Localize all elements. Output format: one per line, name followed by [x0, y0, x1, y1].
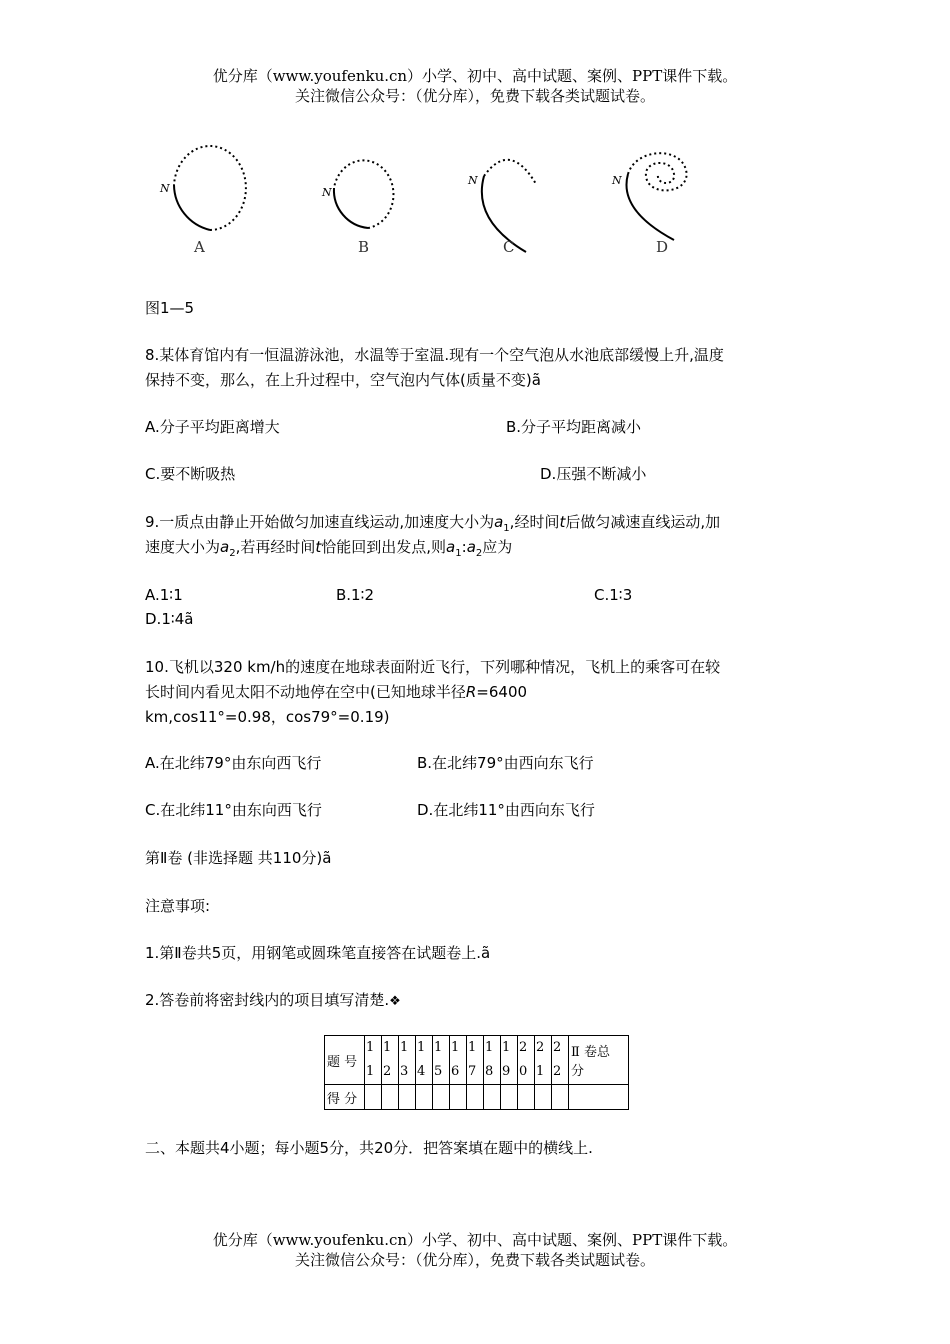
point-n-b: N	[322, 186, 332, 199]
q8-line-1: 8.某体育馆内有一恒温游泳池，水温等于室温.现有一个空气泡从水池底部缓慢上升,温度	[145, 346, 724, 364]
col-bottom: 8	[485, 1064, 494, 1079]
q9-ratio-sub-1: 1	[455, 548, 462, 559]
q10-line-2	[145, 680, 527, 704]
section-2-note-2-text: 2.答卷前将密封线内的项目填写清楚.	[145, 991, 390, 1009]
trajectory-c	[467, 160, 536, 252]
point-n-a: N	[160, 182, 170, 195]
q10-line-2-text-a: 长时间内看见太阳不动地停在空中(已知地球半径	[145, 683, 466, 701]
q9-ratio-colon: :	[461, 538, 467, 556]
q9-ratio-a1: a	[446, 538, 456, 556]
q9-line-1-text-b: ,经时间	[509, 513, 560, 531]
figure-caption: 图1—5	[145, 299, 195, 317]
col-top: 1	[502, 1040, 511, 1055]
q10-option-b: B.在北纬79°由西向东飞行	[417, 754, 594, 772]
score-cell[interactable]	[416, 1085, 433, 1110]
figure-trajectories	[150, 140, 710, 265]
q9-option-b: B.1∶2	[336, 586, 375, 604]
site-header-line-2: 关注微信公众号：（优分库），免费下载各类试题试卷。	[294, 87, 655, 105]
score-cell[interactable]	[518, 1085, 535, 1110]
q9-sub-2: 2	[229, 548, 236, 559]
q9-line-2-text-a: 速度大小为	[145, 538, 221, 556]
score-cell[interactable]	[382, 1085, 399, 1110]
site-footer-line-2: 关注微信公众号：（优分库），免费下载各类试题试卷。	[294, 1251, 655, 1269]
q10-line-2-text-b: =6400	[476, 683, 528, 701]
q9-option-d: D.1∶4ã	[145, 610, 194, 628]
q9-ratio-sub-2: 2	[475, 548, 483, 559]
col-top: 1	[383, 1040, 392, 1055]
score-table-label-score: 得 分	[325, 1085, 365, 1110]
section-2-note-1: 1.第Ⅱ卷共5页，用钢笔或圆珠笔直接答在试题卷上.ã	[145, 944, 491, 962]
point-n-c: N	[468, 174, 478, 187]
col-top: 1	[366, 1040, 375, 1055]
section-2-title: 第Ⅱ卷 (非选择题 共110分)ã	[145, 849, 332, 867]
q10-option-c: C.在北纬11°由东向西飞行	[145, 801, 322, 819]
col-bottom: 4	[417, 1064, 426, 1079]
col-top: 1	[485, 1040, 494, 1055]
score-table-col-19	[501, 1036, 518, 1085]
site-footer-line-1: 优分库（www.youfenku.cn）小学、初中、高中试题、案例、PPT课件下载。	[212, 1231, 738, 1249]
score-table-col-13	[399, 1036, 416, 1085]
q8-option-d: D.压强不断减小	[540, 465, 647, 483]
score-table-col-20	[518, 1036, 535, 1085]
col-bottom: 6	[451, 1064, 460, 1079]
q10-line-1: 10.飞机以320 km/h的速度在地球表面附近飞行，下列哪种情况，飞机上的乘客可在较	[145, 658, 721, 676]
col-bottom: 9	[502, 1064, 511, 1079]
score-table-label-question-no: 题 号	[325, 1036, 365, 1085]
trajectory-a	[159, 146, 246, 230]
q10-option-d: D.在北纬11°由西向东飞行	[417, 801, 595, 819]
q9-sub-1: 1	[503, 523, 510, 534]
q9-var-a1: a	[494, 513, 504, 531]
score-cell[interactable]	[484, 1085, 501, 1110]
q9-line-2-text-d: 应为	[482, 538, 513, 556]
figure-label-a: A	[194, 238, 205, 256]
q9-var-t1: t	[559, 513, 566, 531]
col-bottom: 2	[383, 1064, 392, 1079]
col-top: 2	[553, 1040, 562, 1055]
q9-var-a2: a	[220, 538, 230, 556]
score-cell[interactable]	[450, 1085, 467, 1110]
part-2-intro: 二、本题共4小题；每小题5分，共20分．把答案填在题中的横线上.	[145, 1139, 593, 1157]
figure-label-b: B	[358, 238, 370, 256]
score-table-col-15	[433, 1036, 450, 1085]
q9-ratio-a2: a	[466, 538, 476, 556]
section-2-notice: 注意事项:	[145, 897, 211, 915]
q10-var-r: R	[465, 683, 477, 701]
score-cell-total[interactable]	[569, 1085, 629, 1110]
score-cell[interactable]	[552, 1085, 569, 1110]
score-table-col-total	[569, 1036, 629, 1085]
score-cell[interactable]	[535, 1085, 552, 1110]
q9-line-2-text-c: 恰能回到出发点,则	[321, 538, 447, 556]
q10-line-3: km,cos11°=0.98，cos79°=0.19)	[145, 708, 390, 726]
col-top: 1	[451, 1040, 460, 1055]
section-2-note-2	[145, 988, 401, 1014]
q9-line-2	[145, 535, 512, 566]
trajectory-b	[321, 160, 393, 228]
trajectory-diagram	[150, 140, 710, 265]
figure-label-c: C	[503, 238, 515, 256]
q9-option-a: A.1∶1	[145, 586, 183, 604]
score-table-col-16	[450, 1036, 467, 1085]
col-bottom: 5	[434, 1064, 443, 1079]
score-table-col-21	[535, 1036, 552, 1085]
col-top: 1	[468, 1040, 477, 1055]
col-bottom: 3	[400, 1064, 409, 1079]
trajectory-d	[611, 153, 687, 240]
q9-line-1-text-a: 9.一质点由静止开始做匀加速直线运动,加速度大小为	[145, 513, 495, 531]
q8-line-2: 保持不变，那么，在上升过程中，空气泡内气体(质量不变)ã	[145, 371, 541, 389]
score-table-col-18	[484, 1036, 501, 1085]
col-bottom: 1	[366, 1064, 375, 1079]
col-top: 2	[519, 1040, 528, 1055]
score-table-col-11	[365, 1036, 382, 1085]
score-cell[interactable]	[501, 1085, 518, 1110]
q10-option-a: A.在北纬79°由东向西飞行	[145, 754, 322, 772]
score-table-col-17	[467, 1036, 484, 1085]
col-top: 1	[400, 1040, 409, 1055]
col-bottom: 1	[536, 1064, 545, 1079]
score-cell[interactable]	[365, 1085, 382, 1110]
col-bottom: 2	[553, 1064, 562, 1079]
figure-label-d: D	[656, 238, 669, 256]
q9-option-c: C.1∶3	[594, 586, 633, 604]
score-cell[interactable]	[467, 1085, 484, 1110]
col-bottom: 0	[519, 1064, 528, 1079]
col-top: 1	[417, 1040, 426, 1055]
q9-line-1-text-c: 后做匀减速直线运动,加	[565, 513, 721, 531]
score-cell[interactable]	[399, 1085, 416, 1110]
score-cell[interactable]	[433, 1085, 450, 1110]
q8-option-a: A.分子平均距离增大	[145, 418, 280, 436]
col-top: 1	[434, 1040, 443, 1055]
score-table-col-22	[552, 1036, 569, 1085]
col-bottom: 7	[468, 1064, 477, 1079]
site-header-line-1: 优分库（www.youfenku.cn）小学、初中、高中试题、案例、PPT课件下载。	[212, 67, 738, 85]
score-table	[324, 1035, 629, 1110]
score-table-col-14	[416, 1036, 433, 1085]
q9-var-t2: t	[315, 538, 322, 556]
col-top: 2	[536, 1040, 545, 1055]
score-table-header-row	[325, 1036, 629, 1085]
decorative-glyph-icon: ❖	[389, 994, 401, 1009]
q8-option-b: B.分子平均距离减小	[506, 418, 642, 436]
col-total-top: Ⅱ 卷总	[571, 1045, 610, 1060]
col-total-bottom: 分	[571, 1064, 585, 1079]
point-n-d: N	[612, 174, 622, 187]
score-table-score-row	[325, 1085, 629, 1110]
q8-option-c: C.要不断吸热	[145, 465, 236, 483]
score-table-col-12	[382, 1036, 399, 1085]
q9-line-2-text-b: ,若再经时间	[235, 538, 316, 556]
